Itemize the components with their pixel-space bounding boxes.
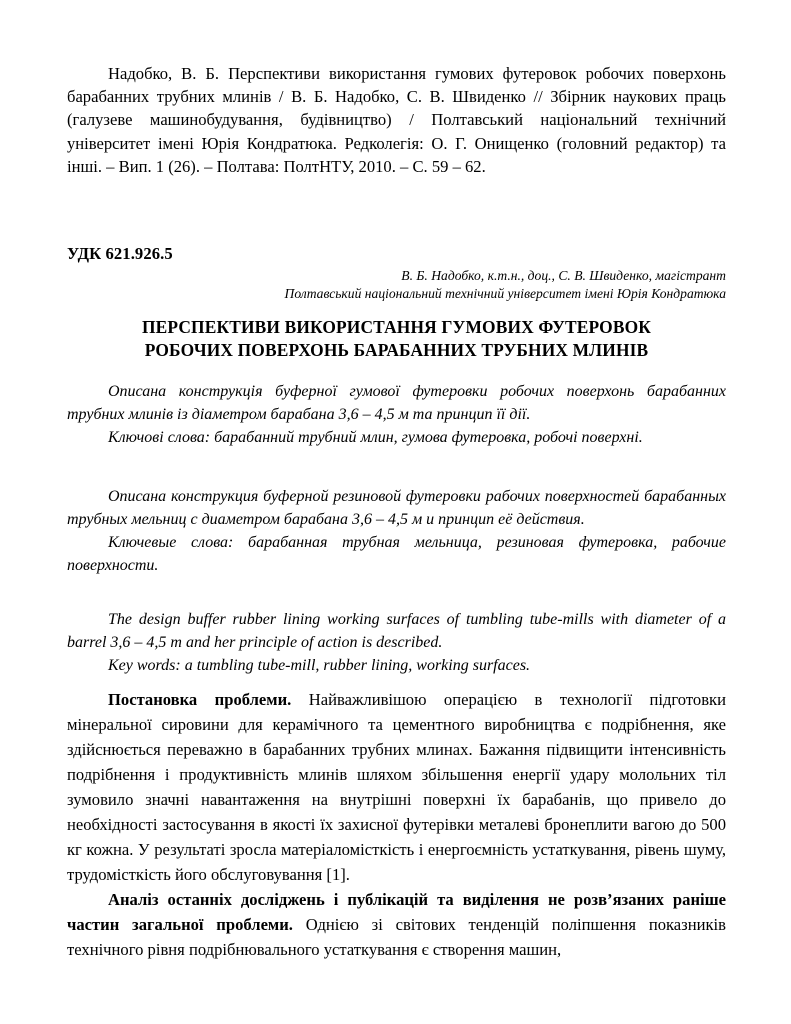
body-text xyxy=(67,687,726,962)
abstract-english xyxy=(67,608,726,677)
authors-block xyxy=(67,267,726,304)
abstract-ukrainian-summary: Описана конструкція буферної гумової футеровки робочих поверхонь барабанних трубних млинів із діаметром барабана 3,6 – 4,5 м та принцип її дії. xyxy=(67,383,726,423)
abstract-english-summary: The design buffer rubber lining working surfaces of tumbling tube-mills with diameter of a barrel 3,6 – 4,5 m and her principle of action is described. xyxy=(67,611,726,651)
body-text-problem-statement: Найважливішою операцією в технології підготовки мінеральної сировини для керамічного та цементного виробництва є подрібнення, яке здійснюється переважно в барабанних трубних млинах. Бажання підвищити інтенсивність подрібнення і продуктивність млинів шляхом збільшення енергії удару молольних тіл зумовило значні навантаження на внутрішні поверхні їх барабанів, що привело до необхідності застосування в якості їх захисної футерівки металеві бронеплити вагою до 500 кг кожна. У результаті зросла матеріаломісткість і енергоємність устаткування, рівень шуму, трудомісткість його обслуговування [1]. xyxy=(67,690,726,884)
heading-literature-analysis: Аналіз останніх досліджень і публікацій та виділення не розв’язаних раніше частин загальної проблеми. xyxy=(67,890,726,934)
abstract-russian-keywords: Ключевые слова: барабанная трубная мельница, резиновая футеровка, рабочие поверхности. xyxy=(67,534,726,574)
title-line-2: РОБОЧИХ ПОВЕРХОНЬ БАРАБАННИХ ТРУБНИХ МЛИНІВ xyxy=(144,339,649,360)
title-line-1: ПЕРСПЕКТИВИ ВИКОРИСТАННЯ ГУМОВИХ ФУТЕРОВОК xyxy=(141,317,652,337)
authors-affiliation: Полтавський національний технічний університет імені Юрія Кондратюка xyxy=(284,286,726,302)
bibliographic-citation xyxy=(67,62,726,178)
heading-problem-statement: Постановка проблеми. xyxy=(108,690,292,709)
abstract-russian-summary: Описана конструкция буферной резиновой футеровки рабочих поверхностей барабанных трубных мельниц с диаметром барабана 3,6 – 4,5 м и принцип её действия. xyxy=(67,488,726,528)
body-text-literature-analysis: Однією зі світових тенденцій поліпшення показників технічного рівня подрібнювального устаткування є створення машин, xyxy=(67,915,726,959)
abstract-ukrainian xyxy=(67,380,726,449)
abstract-ukrainian-keywords: Ключові слова: барабанний трубний млин, гумова футеровка, робочі поверхні. xyxy=(108,429,643,446)
page-title xyxy=(67,316,726,361)
authors-names: В. Б. Надобко, к.т.н., доц., С. В. Швиденко, магістрант xyxy=(401,268,726,283)
udc-code: УДК 621.926.5 xyxy=(67,244,173,263)
body-paragraph-literature-analysis xyxy=(67,887,726,962)
body-paragraph-problem-statement xyxy=(67,687,726,887)
citation-text: Надобко, В. Б. Перспективи використання гумових футеровок робочих поверхонь барабанних трубних млинів / В. Б. Надобко, С. В. Швиденко // Збірник наукових праць (галузеве машинобудування, будівництво) / Полтавський національний технічний університет імені Юрія Кондратюка. Редколегія: О. Г. Онищенко (головний редактор) та інші. – Вип. 1 (26). – Полтава: ПолтНТУ, 2010. – С. 59 – 62. xyxy=(67,64,726,176)
abstract-russian xyxy=(67,485,726,577)
abstract-english-keywords: Key words: a tumbling tube-mill, rubber lining, working surfaces. xyxy=(108,657,531,674)
